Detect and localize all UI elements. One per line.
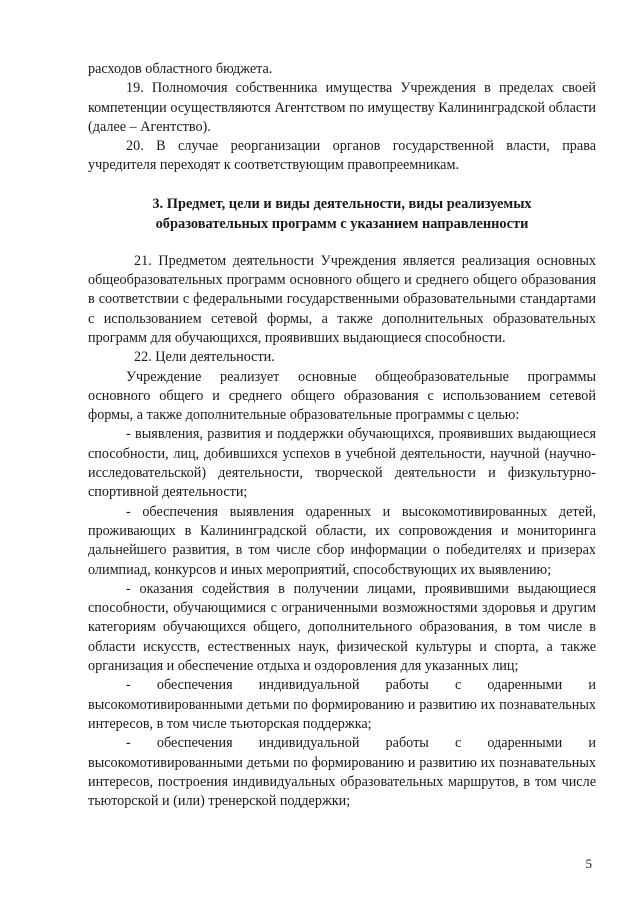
- page-number: 5: [585, 856, 592, 871]
- list-item-goal: - выявления, развития и поддержки обучающихся, проявивших выдающиеся способности, лиц, добившихся успехов в учебной деятельности, научной (научно-исследовательской) деятельности, творческой деятельности и физкультурно-спортивной деятельности;: [88, 426, 596, 501]
- document-page: [88, 60, 596, 811]
- spacer: [88, 234, 596, 252]
- paragraph-19: 19. Полномочия собственника имущества Учреждения в пределах своей компетенции осуществляются Агентством по имуществу Калининградской области (далее – Агентство).: [88, 80, 596, 135]
- paragraph-21: 21. Предметом деятельности Учреждения является реализация основных общеобразовательных программ основного общего и среднего общего образования в соответствии с федеральными государственными образовательными стандартами с использованием сетевой формы, а также дополнительных образовательных программ для обучающихся, проявивших выдающиеся способности.: [88, 252, 596, 346]
- section-heading: 3. Предмет, цели и виды деятельности, виды реализуемых образовательных программ с указанием направленности: [152, 195, 532, 232]
- paragraph-goals-intro: Учреждение реализует основные общеобразовательные программы основного общего и среднего общего образования с использованием сетевой формы, а также дополнительные образовательные программы с целью:: [88, 368, 596, 424]
- paragraph-budget-end: расходов областного бюджета.: [88, 61, 273, 77]
- paragraph-20: 20. В случае реорганизации органов государственной власти, права учредителя переходят к соответствующим правопреемникам.: [88, 138, 596, 174]
- list-item-goal: - оказания содействия в получении лицами, проявившими выдающиеся способности, обучающимися с ограниченными возможностями здоровья и другим категориям обучающихся общего, дополнительного образования, в том числе в области искусств, естественных наук, физической культуры и спорта, а также организация и обеспечение отдыха и оздоровления для указанных лиц;: [88, 580, 596, 675]
- spacer: [88, 176, 596, 194]
- list-item-goal: - обеспечения индивидуальной работы с одаренными и высокомотивированными детьми по формированию и развитию их познавательных интересов, в том числе тьюторская поддержка;: [88, 677, 596, 732]
- paragraph-22: 22. Цели деятельности.: [134, 349, 275, 366]
- list-item-goal: - обеспечения индивидуальной работы с одаренными и высокомотивированными детьми по формированию и развитию их познавательных интересов, построения индивидуальных образовательных маршрутов, в том числе тьюторской и (или) тренерской поддержки;: [88, 735, 596, 810]
- list-item-goal: - обеспечения выявления одаренных и высокомотивированных детей, проживающих в Калининградской области, их сопровождения и мониторинга дальнейшего развития, в том числе сбор информации о победителях и призерах олимпиад, конкурсов и иных мероприятий, способствующих их выявлению;: [88, 503, 596, 578]
